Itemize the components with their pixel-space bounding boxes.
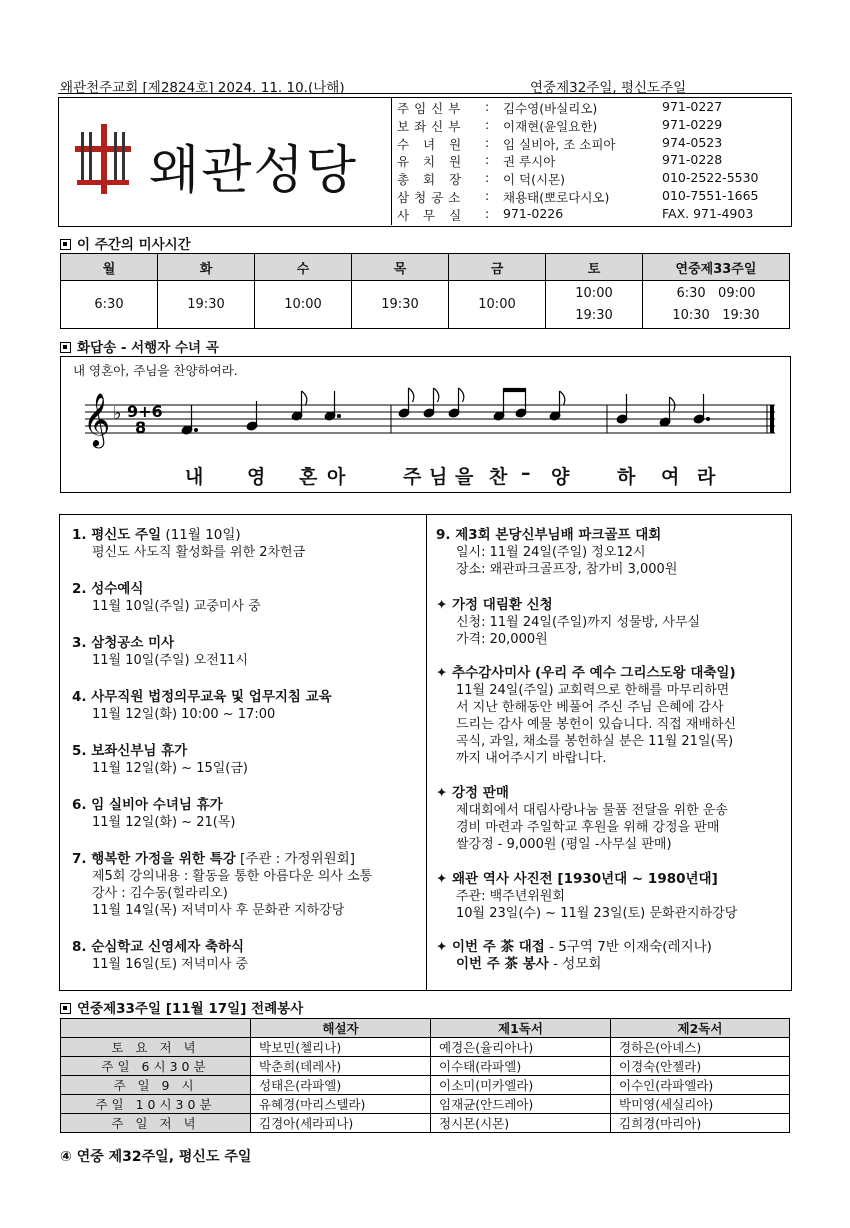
announcement-item: 6. 임 실비아 수녀님 휴가 11월 12일(화) ~ 21(목) bbox=[72, 797, 236, 830]
psalm-box bbox=[60, 356, 791, 493]
mass-slot: 주 일 저 녁 bbox=[61, 1114, 251, 1133]
first-reader: 이수태(라파엘) bbox=[431, 1057, 611, 1076]
announcement-item: ✦ 강정 판매 제대회에서 대림사랑나눔 물품 전달을 위한 운송 경비 마련과 주일학교 후원을 위해 강정을 판매 쌀강정 - 9,000원 (평일 -사무실 판매) bbox=[436, 785, 728, 852]
parish-logo bbox=[59, 98, 392, 225]
announcement-item: 1. 평신도 주일 (11월 10일) 평신도 사도직 활성화를 위한 2차헌금 bbox=[72, 527, 306, 560]
announcements-box bbox=[59, 514, 792, 991]
staff-row: 삼청공소 : 채용태(뽀로다시오) 010-7551-1665 bbox=[397, 187, 759, 205]
lyric-syllable: 찬 bbox=[489, 466, 508, 488]
hymn-heading: 화답송 - 서행자 수녀 곡 bbox=[60, 336, 219, 356]
mass-time: 10:00 19:30 bbox=[546, 281, 643, 329]
sunday-title: 연중제32주일, 평신도주일 bbox=[530, 80, 687, 96]
table-row bbox=[61, 1038, 790, 1057]
music-staff bbox=[75, 379, 775, 459]
lyric-syllable: 을 bbox=[455, 466, 474, 488]
staff-directory bbox=[397, 99, 791, 224]
first-reader: 정시몬(시몬) bbox=[431, 1114, 611, 1133]
flat-icon: ♭ bbox=[113, 403, 122, 424]
mass-schedule-table bbox=[60, 253, 790, 329]
mass-slot: 주 일 9 시 bbox=[61, 1076, 251, 1095]
day-header: 연중제33주일 bbox=[643, 254, 790, 281]
announcement-item: ✦ 왜관 역사 사진전 [1930년대 ~ 1980년대] 주관: 백주년위원회 10월 23일(수) ~ 11월 23일(토) 문화관지하강당 bbox=[436, 871, 738, 921]
table-row bbox=[61, 1019, 790, 1038]
issue-info: 왜관천주교회 [제2824호] 2024. 11. 10.(나해) bbox=[60, 80, 345, 96]
table-row bbox=[61, 281, 790, 329]
lyric-syllable: 내 bbox=[185, 466, 204, 488]
announcement-item: 3. 삼청공소 미사 11월 10일(주일) 오전11시 bbox=[72, 635, 248, 668]
announcement-item: 2. 성수예식 11월 10일(주일) 교중미사 중 bbox=[72, 581, 261, 614]
lyric-syllable: – bbox=[521, 462, 531, 484]
first-reader: 임재균(안드레아) bbox=[431, 1095, 611, 1114]
lyric-syllable: 혼 bbox=[299, 466, 318, 488]
staff-row: 사 무 실 : 971-0226 FAX. 971-4903 bbox=[397, 205, 754, 223]
staff-row: 수 녀 원 : 임 실비아, 조 소피아 974-0523 bbox=[397, 134, 723, 152]
bulletin-topline bbox=[58, 76, 792, 94]
column-header: 제1독서 bbox=[431, 1019, 611, 1038]
mass-time: 19:30 bbox=[158, 281, 255, 329]
column-header: 해설자 bbox=[251, 1019, 431, 1038]
commentator: 박보민(첼리나) bbox=[251, 1038, 431, 1057]
announcement-item: ✦ 추수감사미사 (우리 주 예수 그리스도왕 대축일) 11월 24일(주일) 교회력으로 한해를 마무리하면 서 지난 한해동안 베풀어 주신 주님 은혜에 감사 드리는 감사 예물 봉헌이 있습니다. 직접 재배하신 곡식, 과일, 채소를 봉헌하실 분은 11월 21일(목) 까지 내어주시기 바랍니다. bbox=[436, 665, 737, 766]
cross-logo-icon bbox=[73, 122, 133, 196]
table-row bbox=[61, 1057, 790, 1076]
service-table bbox=[60, 1018, 790, 1133]
second-reader: 이수인(라파엘라) bbox=[611, 1076, 790, 1095]
commentator: 유혜경(마리스텔라) bbox=[251, 1095, 431, 1114]
table-row bbox=[61, 1076, 790, 1095]
announcement-item: 5. 보좌신부님 휴가 11월 12일(화) ~ 15일(금) bbox=[72, 743, 248, 776]
time-signature-bottom: 8 bbox=[135, 418, 147, 437]
mass-slot: 토 요 저 녁 bbox=[61, 1038, 251, 1057]
table-row bbox=[61, 1095, 790, 1114]
first-reader: 이소미(미카엘라) bbox=[431, 1076, 611, 1095]
mass-slot: 주일 10시30분 bbox=[61, 1095, 251, 1114]
day-header: 화 bbox=[158, 254, 255, 281]
day-header: 수 bbox=[255, 254, 352, 281]
mass-time: 10:00 bbox=[449, 281, 546, 329]
psalm-response: 내 영혼아, 주님을 찬양하여라. bbox=[73, 363, 238, 378]
commentator: 성태은(라파엘) bbox=[251, 1076, 431, 1095]
column-header: 제2독서 bbox=[611, 1019, 790, 1038]
announcement-item: 7. 행복한 가정을 위한 특강 [주관 : 가정위원회] 제5회 강의내용 : 활동을 통한 아름다운 의사 소통 강사 : 김수동(힐라리오) 11월 14일(목) 저녁미사 후 문화관 지하강당 bbox=[72, 851, 373, 918]
mass-time: 6:30 09:00 10:30 19:30 bbox=[643, 281, 790, 329]
mass-heading: 이 주간의 미사시간 bbox=[60, 233, 191, 253]
staff-row: 유 치 원 : 권 루시아 971-0228 bbox=[397, 152, 723, 170]
lyric-syllable: 주 bbox=[403, 466, 422, 488]
lyric-syllable: 님 bbox=[429, 466, 448, 488]
mass-time: 10:00 bbox=[255, 281, 352, 329]
second-reader: 경하은(아녜스) bbox=[611, 1038, 790, 1057]
service-heading: 연중제33주일 [11월 17일] 전례봉사 bbox=[60, 997, 303, 1017]
second-reader: 박미영(세실리아) bbox=[611, 1095, 790, 1114]
first-reader: 예경은(율리아나) bbox=[431, 1038, 611, 1057]
parish-name: 왜관성당 bbox=[149, 141, 358, 201]
day-header: 토 bbox=[546, 254, 643, 281]
parish-header bbox=[58, 97, 792, 227]
lyric-syllable: 라 bbox=[697, 466, 716, 488]
treble-clef-icon: 𝄞 bbox=[83, 392, 111, 446]
lyric-syllable: 영 bbox=[247, 466, 266, 488]
announcement-item: ✦ 가정 대림환 신청 신청: 11월 24일(주일)까지 성물방, 사무실 가격: 20,000원 bbox=[436, 597, 701, 647]
square-bullet-icon bbox=[60, 239, 71, 250]
time-signature-top: 9+6 bbox=[127, 402, 163, 421]
column-header bbox=[61, 1019, 251, 1038]
day-header: 금 bbox=[449, 254, 546, 281]
table-row bbox=[61, 254, 790, 281]
mass-time: 6:30 bbox=[61, 281, 158, 329]
lyric-syllable: 여 bbox=[661, 466, 680, 488]
staff-row: 보좌신부 : 이재현(윤일요한) 971-0229 bbox=[397, 116, 723, 134]
day-header: 월 bbox=[61, 254, 158, 281]
announcement-item: 4. 사무직원 법정의무교육 및 업무지침 교육 11월 12일(화) 10:00 ~ 17:00 bbox=[72, 689, 332, 722]
second-reader: 이경숙(안젤라) bbox=[611, 1057, 790, 1076]
table-row bbox=[61, 1114, 790, 1133]
mass-time: 19:30 bbox=[352, 281, 449, 329]
staff-row: 주임신부 : 김수영(바실리오) 971-0227 bbox=[397, 99, 723, 116]
page-footer: ④ 연중 제32주일, 평신도 주일 bbox=[60, 1149, 252, 1165]
mass-slot: 주일 6시30분 bbox=[61, 1057, 251, 1076]
day-header: 목 bbox=[352, 254, 449, 281]
announcement-item: 8. 순심학교 신영세자 축하식 11월 16일(토) 저녁미사 중 bbox=[72, 939, 249, 972]
square-bullet-icon bbox=[60, 342, 71, 353]
second-reader: 김희경(마리아) bbox=[611, 1114, 790, 1133]
announcement-item: ✦ 이번 주 茶 대접 - 5구역 7반 이재숙(레지나) 이번 주 茶 봉사 - 성모회 bbox=[436, 939, 712, 972]
column-divider bbox=[426, 515, 427, 990]
staff-row: 총 회 장 : 이 덕(시몬) 010-2522-5530 bbox=[397, 170, 759, 188]
commentator: 김경아(세라피나) bbox=[251, 1114, 431, 1133]
lyric-syllable: 아 bbox=[327, 466, 346, 488]
announcement-item: 9. 제3회 본당신부님배 파크골프 대회 일시: 11월 24일(주일) 정오12시 장소: 왜관파크골프장, 참가비 3,000원 bbox=[436, 527, 678, 577]
square-bullet-icon bbox=[60, 1003, 71, 1014]
commentator: 박춘희(데레사) bbox=[251, 1057, 431, 1076]
lyric-syllable: 하 bbox=[617, 466, 636, 488]
lyric-syllable: 양 bbox=[551, 466, 570, 488]
